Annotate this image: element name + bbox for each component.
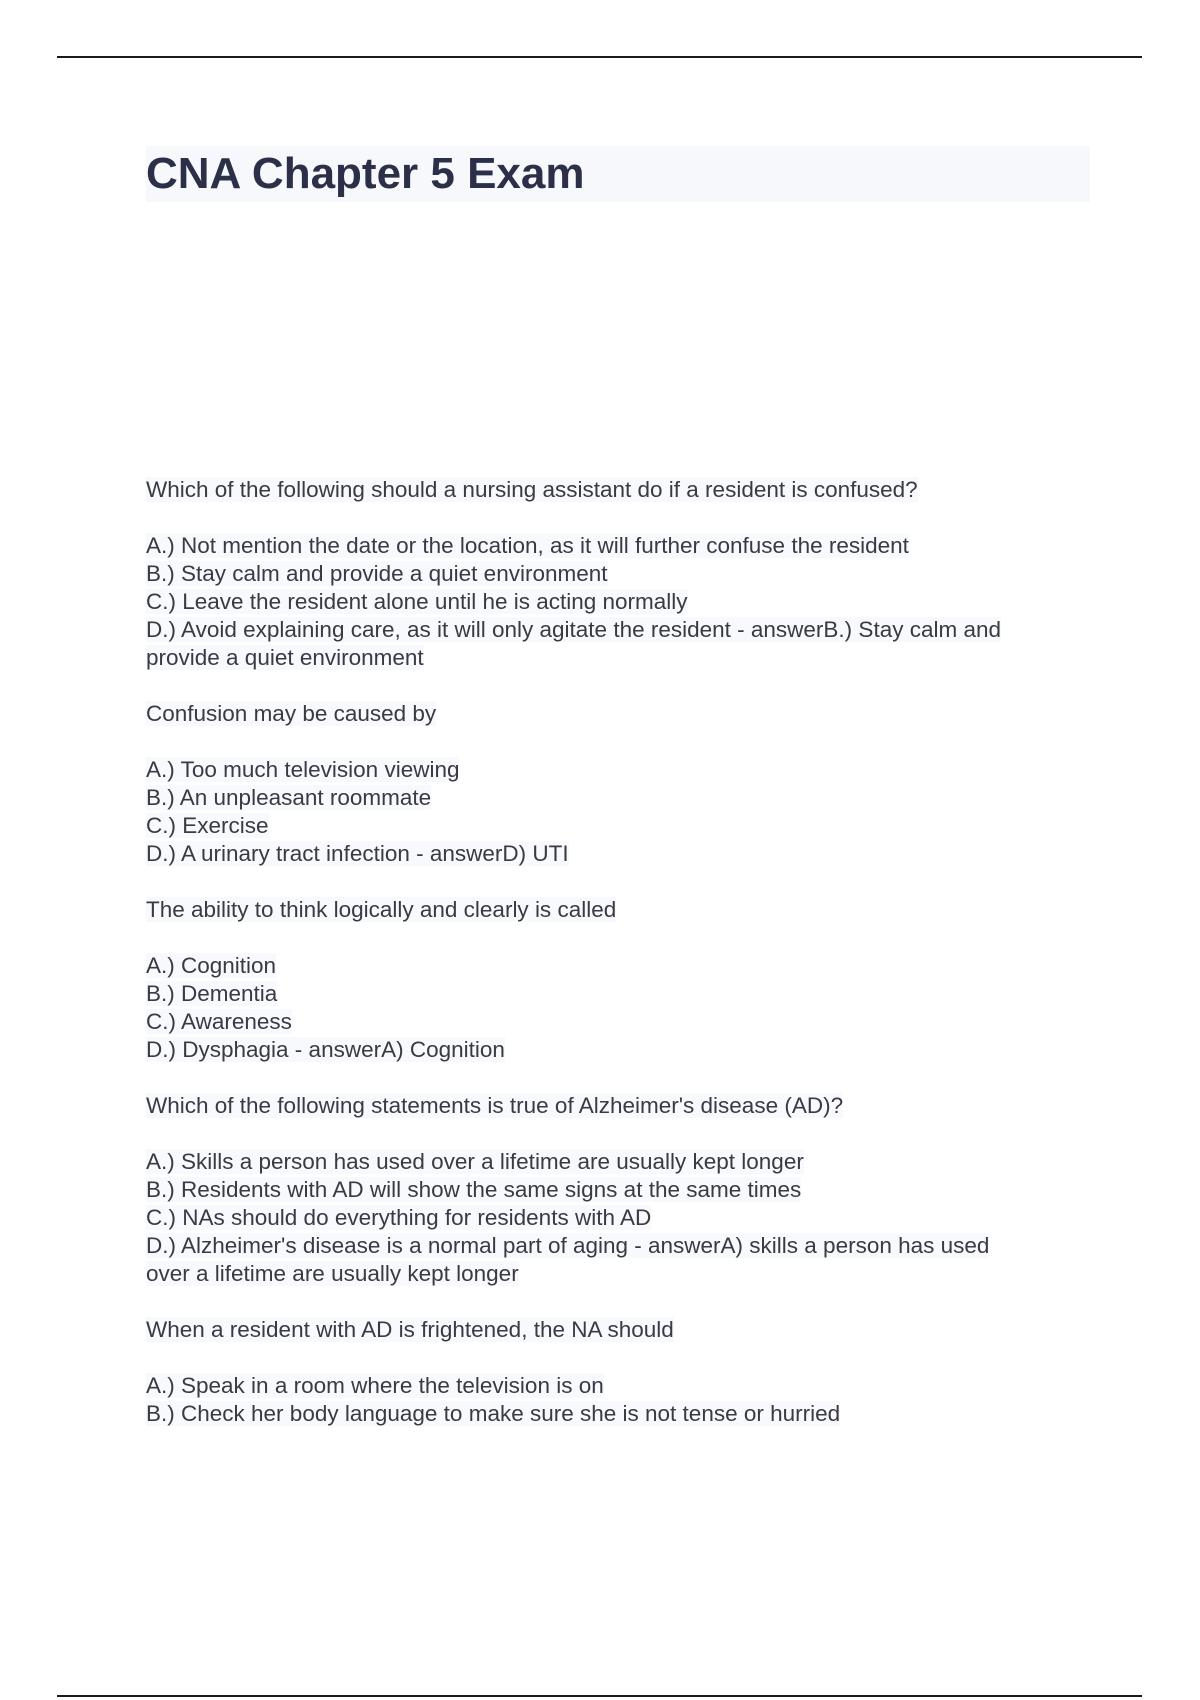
option-a: A.) Skills a person has used over a lifetime are usually kept longer <box>146 1149 804 1174</box>
option-b: B.) Stay calm and provide a quiet environment <box>146 561 608 586</box>
option-a: A.) Not mention the date or the location, as it will further confuse the resident <box>146 533 909 558</box>
question-text: Which of the following should a nursing assistant do if a resident is confused? <box>146 477 918 502</box>
option-d-with-answer: D.) Alzheimer's disease is a normal part of aging - answerA) skills a person has used <box>146 1233 990 1258</box>
question-text: Which of the following statements is true of Alzheimer's disease (AD)? <box>146 1093 844 1118</box>
top-rule <box>57 56 1142 58</box>
question-block-4 <box>146 1092 1090 1288</box>
option-a: A.) Cognition <box>146 953 277 978</box>
option-a: A.) Too much television viewing <box>146 757 460 782</box>
option-c: C.) Awareness <box>146 1009 292 1034</box>
question-text: When a resident with AD is frightened, the NA should <box>146 1317 674 1342</box>
option-d-answer-continued: over a lifetime are usually kept longer <box>146 1261 519 1286</box>
option-c: C.) Exercise <box>146 813 269 838</box>
question-text: Confusion may be caused by <box>146 701 437 726</box>
option-b: B.) An unpleasant roommate <box>146 785 432 810</box>
option-d-with-answer: D.) A urinary tract infection - answerD) UTI <box>146 841 569 866</box>
option-d-answer-continued: provide a quiet environment <box>146 645 424 670</box>
question-block-2 <box>146 700 1090 868</box>
question-block-3 <box>146 896 1090 1064</box>
option-d-with-answer: D.) Dysphagia - answerA) Cognition <box>146 1037 505 1062</box>
question-text: The ability to think logically and clearly is called <box>146 897 617 922</box>
question-list <box>146 476 1090 1456</box>
document-title: CNA Chapter 5 Exam <box>146 149 585 198</box>
option-b: B.) Residents with AD will show the same signs at the same times <box>146 1177 802 1202</box>
question-block-5 <box>146 1316 1090 1428</box>
question-block-1 <box>146 476 1090 672</box>
option-c: C.) NAs should do everything for residents with AD <box>146 1205 652 1230</box>
option-c: C.) Leave the resident alone until he is acting normally <box>146 589 688 614</box>
option-d-with-answer: D.) Avoid explaining care, as it will only agitate the resident - answerB.) Stay calm and <box>146 617 1001 642</box>
option-a: A.) Speak in a room where the television is on <box>146 1373 604 1398</box>
option-b: B.) Check her body language to make sure she is not tense or hurried <box>146 1401 841 1426</box>
option-b: B.) Dementia <box>146 981 278 1006</box>
bottom-rule <box>57 1695 1142 1697</box>
